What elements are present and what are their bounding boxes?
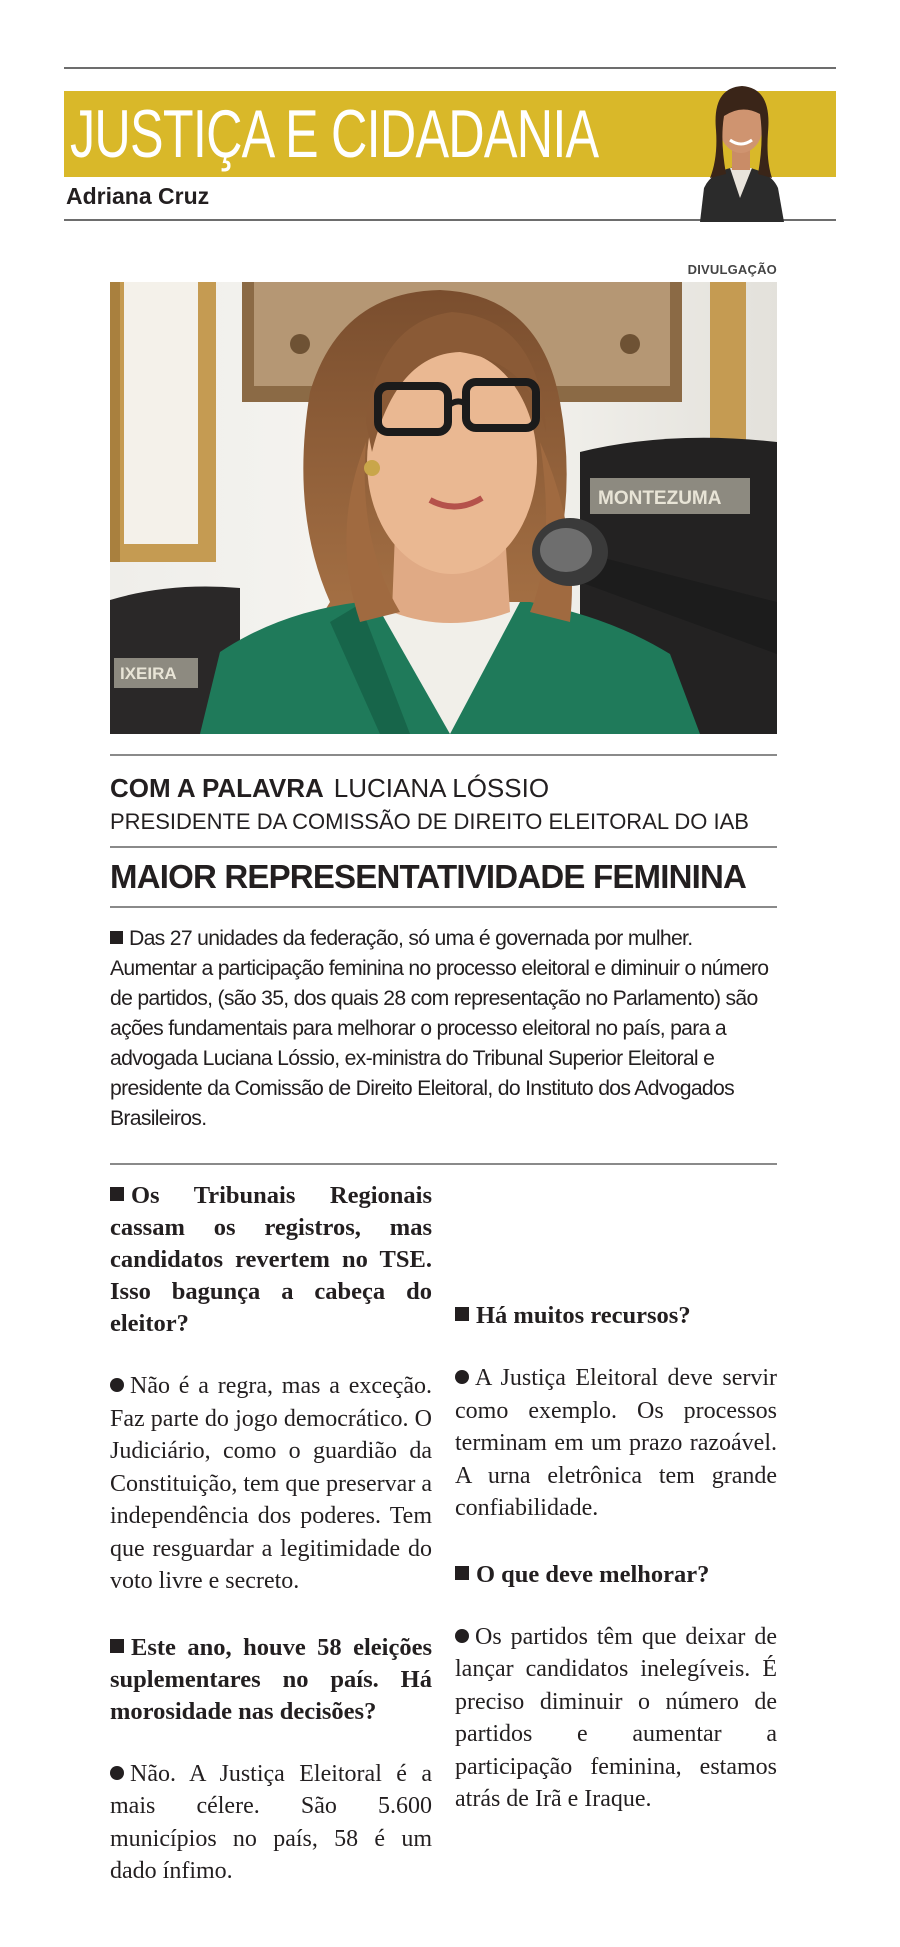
section-title: JUSTIÇA E CIDADANIA [70, 96, 599, 172]
question-square-bullet [455, 1307, 469, 1321]
answer [110, 1758, 432, 1888]
question-text: Este ano, houve 58 eleições suplementares no país. Há morosidade nas decisões? [110, 1633, 432, 1725]
answer-text: Os partidos têm que deixar de lançar candidatos inelegíveis. É preciso diminuir o número de partidos e aumentar a participação feminina, estamos atrás de Irã e Iraque. [455, 1623, 777, 1812]
answer-text: Não é a regra, mas a exceção. Faz parte do jogo democrático. O Judiciário, como o guardião da Constituição, tem que preservar a independência dos poderes. Tem que resguardar a legitimidade do voto livre e secreto. [110, 1373, 432, 1594]
chair-plaque-right-text: MONTEZUMA [598, 488, 722, 509]
question [110, 1632, 432, 1728]
question-square-bullet [455, 1566, 469, 1580]
headline-top-rule [110, 846, 777, 848]
answer-dot-bullet [110, 1378, 124, 1392]
question-text: Há muitos recursos? [476, 1302, 691, 1329]
qa-column-right [455, 1300, 777, 1816]
interview-top-rule [110, 754, 777, 756]
answer-dot-bullet [110, 1766, 124, 1780]
photo-credit: DIVULGAÇÃO [687, 262, 777, 277]
answer-text: Não. A Justiça Eleitoral é a mais célere. São 5.600 municípios no país, 58 é um dado ínfimo. [110, 1760, 432, 1884]
article-headline: MAIOR REPRESENTATIVIDADE FEMININA [110, 858, 747, 895]
answer [455, 1621, 777, 1816]
answer-dot-bullet [455, 1629, 469, 1643]
question-square-bullet [110, 1187, 124, 1201]
question [110, 1180, 432, 1340]
answer-dot-bullet [455, 1370, 469, 1384]
interviewee-role: PRESIDENTE DA COMISSÃO DE DIREITO ELEITORAL DO IAB [110, 809, 749, 834]
columnist-name: Adriana Cruz [66, 183, 210, 209]
interview-label: COM A PALAVRA [110, 773, 324, 803]
question [455, 1300, 777, 1332]
interviewee-name: LUCIANA LÓSSIO [333, 773, 550, 803]
question-square-bullet [110, 1639, 124, 1653]
chair-plaque-left-text: IXEIRA [120, 664, 177, 683]
header-top-rule [64, 67, 836, 69]
interview-byline [110, 772, 549, 804]
question-text: Os Tribunais Regionais cassam os registros, mas candidatos revertem no TSE. Isso bagunça a cabeça do eleitor? [110, 1182, 432, 1337]
headline-bottom-rule [110, 906, 777, 908]
question-text: O que deve melhorar? [476, 1560, 710, 1588]
article-lead [110, 924, 777, 1134]
qa-top-rule [110, 1163, 777, 1165]
interviewee-photo [110, 282, 777, 734]
answer [455, 1362, 777, 1525]
answer [110, 1370, 432, 1598]
answer-text: A Justiça Eleitoral deve servir como exemplo. Os processos terminam em um prazo razoável. A urna eletrônica tem grande confiabilidade. [455, 1365, 777, 1521]
lead-text: Das 27 unidades da federação, só uma é governada por mulher. Aumentar a participação feminina no processo eleitoral e diminuir o número de partidos, (são 35, dos quais 28 com representação no Parlamento) são ações fundamentais para melhorar o processo eleitoral no país, para a advogada Luciana Lóssio, ex-ministra do Tribunal Superior Eleitoral e presidente da Comissão de Direito Eleitoral, do Instituto dos Advogados Brasileiros. [110, 927, 769, 1130]
question [455, 1559, 777, 1591]
columnist-portrait [660, 70, 820, 222]
lead-square-bullet [110, 931, 123, 944]
qa-column-left [110, 1180, 432, 1888]
